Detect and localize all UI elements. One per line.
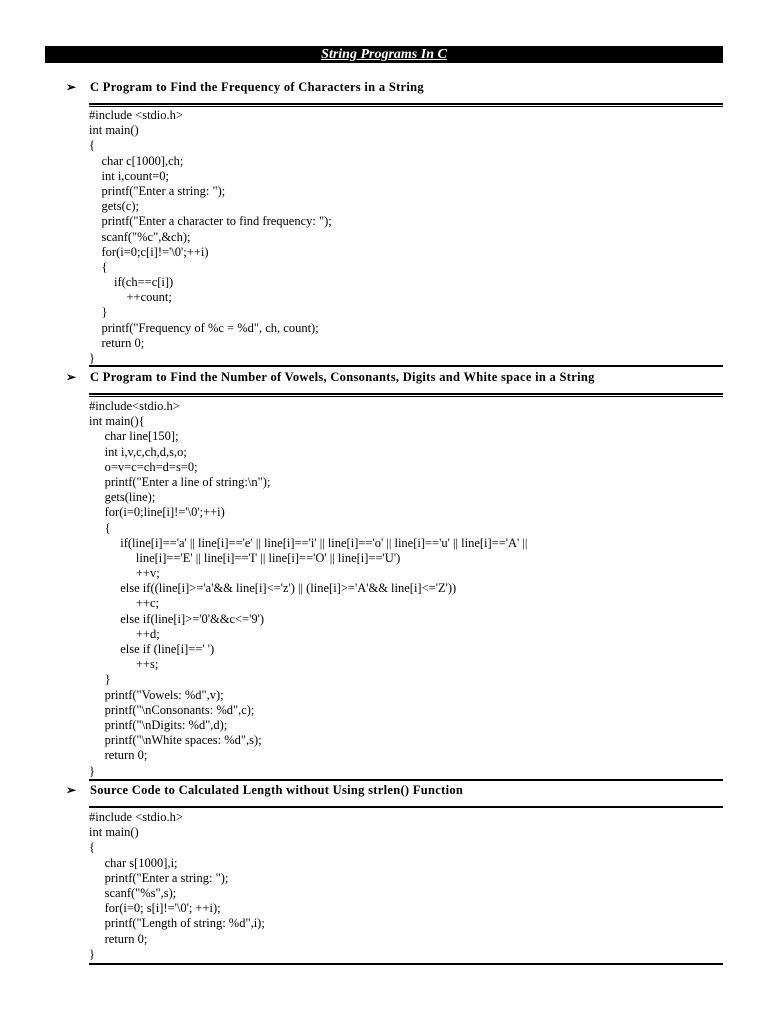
- code-line: else if((line[i]>='a'&& line[i]<='z') || (line[i]>='A'&& line[i]<='Z')): [89, 581, 457, 596]
- code-line: {: [89, 259, 108, 274]
- code-line: printf("Enter a character to find frequency: ");: [89, 214, 332, 229]
- code-line: char c[1000],ch;: [89, 153, 184, 168]
- code-line: for(i=0;c[i]!='\0';++i): [89, 244, 209, 259]
- code-line: }: [89, 305, 108, 320]
- code-line: int main(){: [89, 414, 145, 429]
- code-line: if(ch==c[i]): [89, 275, 174, 290]
- code-block-length: [89, 810, 265, 962]
- code-line: else if (line[i]==' '): [89, 642, 215, 656]
- code-line: {: [89, 138, 95, 153]
- code-line: #include <stdio.h>: [89, 108, 183, 122]
- code-line: #include <stdio.h>: [89, 810, 183, 824]
- code-line: printf("Length of string: %d",i);: [89, 916, 265, 931]
- divider: [89, 365, 723, 367]
- code-line: printf("Enter a string: ");: [89, 870, 229, 885]
- code-block-frequency: [89, 108, 332, 366]
- code-block-vowels: [89, 399, 527, 779]
- code-line: int main(): [89, 825, 139, 840]
- code-line: gets(c);: [89, 199, 139, 214]
- code-line: for(i=0;line[i]!='\0';++i): [89, 505, 225, 520]
- code-line: ++count;: [89, 290, 172, 305]
- code-line: }: [89, 763, 95, 778]
- divider: [89, 779, 723, 781]
- divider: [89, 106, 723, 107]
- divider: [89, 806, 723, 808]
- section-heading-text: C Program to Find the Number of Vowels, Consonants, Digits and White space in a String: [90, 370, 595, 384]
- code-line: printf("\nDigits: %d",d);: [89, 717, 228, 732]
- code-line: ++d;: [89, 626, 160, 641]
- code-line: #include<stdio.h>: [89, 399, 180, 413]
- code-line: gets(line);: [89, 490, 156, 505]
- code-line: for(i=0; s[i]!='\0'; ++i);: [89, 901, 221, 916]
- bullet-arrow-icon: ➢: [66, 80, 77, 94]
- code-line: }: [89, 351, 95, 365]
- section-heading-vowels: [66, 369, 728, 385]
- code-line: ++c;: [89, 596, 159, 611]
- code-line: ++v;: [89, 566, 160, 581]
- code-line: printf("Frequency of %c = %d", ch, count);: [89, 320, 319, 335]
- code-line: return 0;: [89, 335, 145, 350]
- code-line: if(line[i]=='a' || line[i]=='e' || line[i]=='i' || line[i]=='o' || line[i]=='u' || line[i]=='A' ||: [89, 535, 528, 550]
- code-line: int main(): [89, 123, 139, 138]
- page-title: String Programs In C: [45, 46, 723, 63]
- section-heading-frequency: [66, 79, 728, 95]
- code-line: line[i]=='E' || line[i]=='I' || line[i]=='O' || line[i]=='U'): [89, 550, 401, 565]
- section-heading-text: C Program to Find the Frequency of Characters in a String: [90, 80, 424, 94]
- code-line: scanf("%c",&ch);: [89, 229, 191, 244]
- divider: [89, 396, 723, 397]
- code-line: printf("Vowels: %d",v);: [89, 687, 224, 702]
- code-line: o=v=c=ch=d=s=0;: [89, 459, 198, 474]
- code-line: return 0;: [89, 748, 148, 763]
- code-line: }: [89, 946, 95, 961]
- code-line: int i,v,c,ch,d,s,o;: [89, 444, 187, 459]
- code-line: ++s;: [89, 657, 159, 672]
- code-line: return 0;: [89, 931, 148, 946]
- divider: [89, 393, 723, 395]
- code-line: printf("Enter a string: ");: [89, 183, 226, 198]
- bullet-arrow-icon: ➢: [66, 783, 77, 797]
- code-line: else if(line[i]>='0'&&c<='9'): [89, 611, 265, 626]
- code-line: {: [89, 520, 111, 535]
- divider: [89, 963, 723, 965]
- code-line: printf("\nConsonants: %d",c);: [89, 702, 255, 717]
- code-line: printf("Enter a line of string:\n");: [89, 474, 271, 489]
- section-heading-length: [66, 782, 728, 798]
- code-line: int i,count=0;: [89, 168, 169, 183]
- code-line: char s[1000],i;: [89, 855, 178, 870]
- divider: [89, 103, 723, 105]
- code-line: char line[150];: [89, 429, 179, 444]
- bullet-arrow-icon: ➢: [66, 370, 77, 384]
- code-line: {: [89, 840, 95, 855]
- code-line: }: [89, 672, 111, 687]
- code-line: scanf("%s",s);: [89, 885, 177, 900]
- section-heading-text: Source Code to Calculated Length without Using strlen() Function: [90, 783, 464, 797]
- code-line: printf("\nWhite spaces: %d",s);: [89, 733, 262, 748]
